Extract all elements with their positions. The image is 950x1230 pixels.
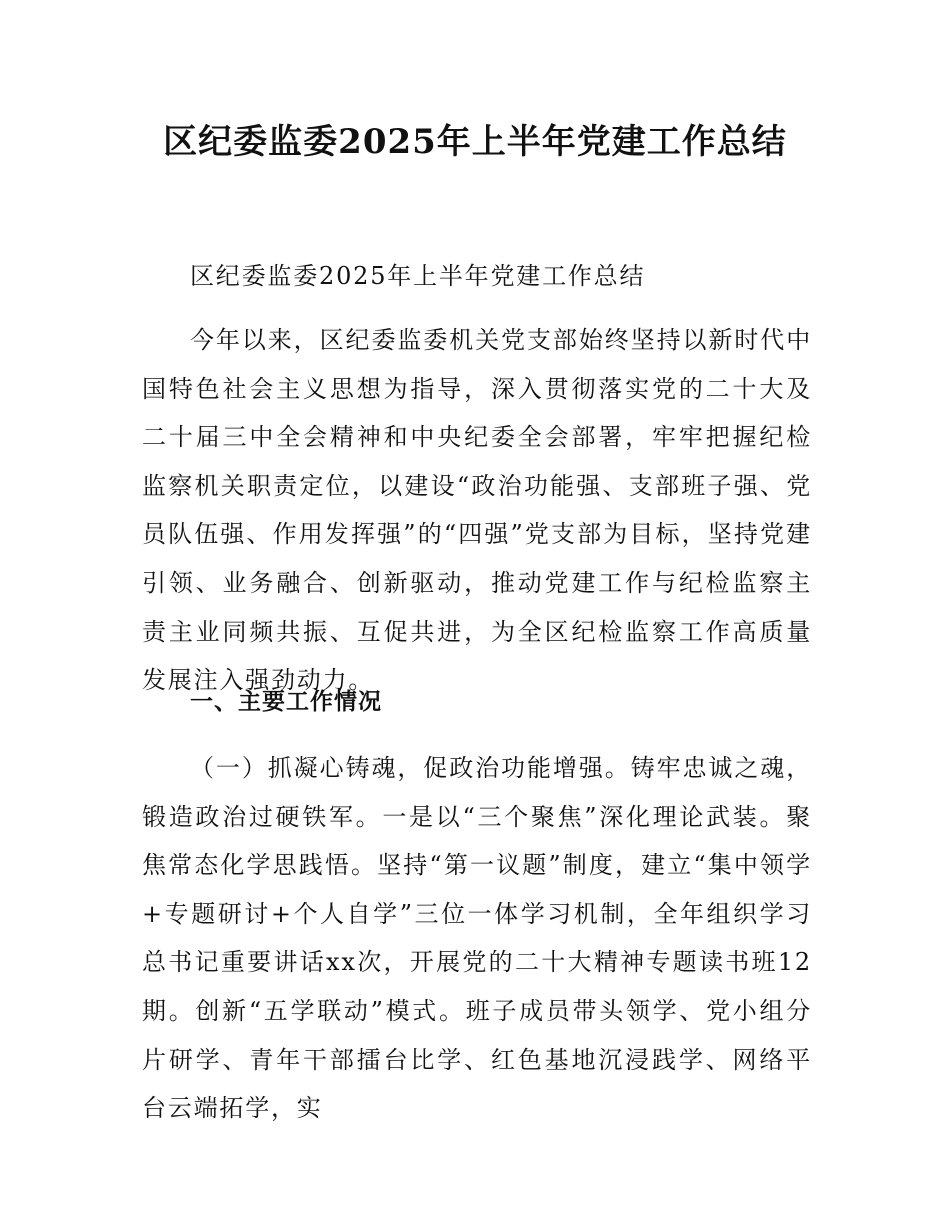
section-1-paragraph: （一）抓凝心铸魂，促政治功能增强。铸牢忠诚之魂，锻造政治过硬铁军。一是以“三个聚焦”深化理论武装。聚焦常态化学思践悟。坚持“第一议题”制度，建立“集中领学+专题研讨+个人自学”三位一体学习机制，全年组织学习总书记重要讲话xx次，开展党的二十大精神专题读书班12期。创新“五学联动”模式。班子成员带头领学、党小组分片研学、青年干部擂台比学、红色基地沉浸践学、网络平台云端拓学，实	[142, 754, 812, 1123]
document-subtitle: 区纪委监委2025年上半年党建工作总结	[190, 262, 646, 290]
document-title: 区纪委监委2025年上半年党建工作总结	[163, 122, 787, 162]
section-heading: 一、主要工作情况	[190, 689, 382, 715]
intro-paragraph: 今年以来，区纪委监委机关党支部始终坚持以新时代中国特色社会主义思想为指导，深入贯彻落实党的二十大及二十届三中全会精神和中央纪委全会部署，牢牢把握纪检监察机关职责定位，以建设“政治功能强、支部班子强、党员队伍强、作用发挥强”的“四强”党支部为目标，坚持党建引领、业务融合、创新驱动，推动党建工作与纪检监察主责主业同频共振、互促共进，为全区纪检监察工作高质量发展注入强劲动力。	[142, 326, 812, 695]
